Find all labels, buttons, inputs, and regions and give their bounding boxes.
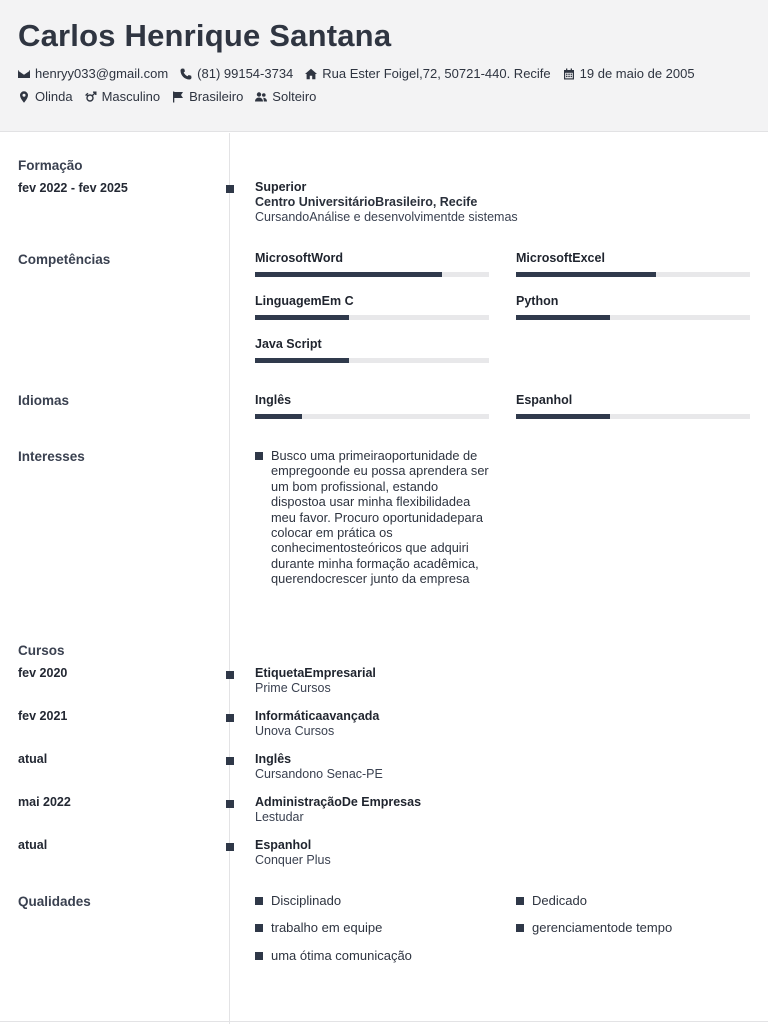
envelope-icon — [18, 68, 30, 80]
candidate-name: Carlos Henrique Santana — [18, 18, 392, 53]
quality-label: Dedicado — [532, 893, 587, 908]
curso-entry — [255, 752, 383, 782]
contact-marital-status — [255, 89, 316, 104]
contact-nationality — [172, 89, 243, 104]
birthdate-text: 19 de maio de 2005 — [579, 66, 695, 81]
gender-icon — [85, 91, 97, 103]
skill-label: MicrosoftExcel — [516, 251, 605, 265]
formacao-description: CursandoAnálise e desenvolvimentde sistemas — [255, 210, 518, 224]
curso-name: AdministraçãoDe Empresas — [255, 795, 422, 809]
curso-entry — [255, 838, 331, 868]
formacao-degree: Superior — [255, 180, 307, 194]
contact-city — [18, 89, 73, 104]
skill-track — [255, 272, 489, 277]
language-item — [255, 393, 489, 419]
skill-track — [255, 315, 489, 320]
contact-birthdate — [563, 66, 695, 81]
curso-name: Informáticaavançada — [255, 709, 380, 723]
curso-entry — [255, 795, 421, 825]
quality-item — [516, 893, 587, 908]
skill-fill — [255, 358, 349, 363]
curso-name: Espanhol — [255, 838, 312, 852]
curso-bullet — [226, 671, 234, 679]
curso-provider: Lestudar — [255, 810, 304, 824]
quality-label: uma ótima comunicação — [271, 948, 412, 963]
skill-track — [516, 272, 750, 277]
quality-bullet — [516, 897, 524, 905]
skill-item — [255, 294, 489, 320]
bottom-divider — [0, 1021, 768, 1022]
city-text: Olinda — [35, 89, 73, 104]
skill-item — [516, 294, 750, 320]
nationality-text: Brasileiro — [189, 89, 244, 104]
curso-bullet — [226, 714, 234, 722]
skill-item — [255, 251, 489, 277]
language-label: Inglês — [255, 393, 292, 407]
skill-label: MicrosoftWord — [255, 251, 343, 265]
section-title-qualidades: Qualidades — [18, 894, 91, 909]
home-icon — [305, 68, 317, 80]
skill-label: Python — [516, 294, 559, 308]
curso-date: fev 2020 — [18, 666, 68, 680]
language-fill — [516, 414, 610, 419]
formacao-bullet — [226, 185, 234, 193]
curso-name: EtiquetaEmpresarial — [255, 666, 376, 680]
interest-item — [255, 448, 490, 587]
quality-bullet — [516, 924, 524, 932]
contact-gender — [85, 89, 161, 104]
quality-label: Disciplinado — [271, 893, 342, 908]
contact-row-2 — [18, 89, 328, 104]
quality-item — [255, 920, 382, 935]
curso-entry — [255, 666, 376, 696]
quality-label: gerenciamentode tempo — [532, 920, 673, 935]
curso-date: fev 2021 — [18, 709, 68, 723]
contact-phone — [180, 66, 293, 81]
curso-provider: Prime Cursos — [255, 681, 331, 695]
contact-email — [18, 66, 168, 81]
skill-fill — [516, 315, 610, 320]
curso-provider: Cursandono Senac-PE — [255, 767, 383, 781]
skill-fill — [255, 272, 442, 277]
quality-bullet — [255, 897, 263, 905]
formacao-entry — [255, 180, 518, 225]
skill-item — [516, 251, 750, 277]
interest-text: Busco uma primeiraoportunidade de empregoonde eu possa aprendera ser um bom profissional, estando dispostoa usar minha flexibilidadea meu favor. Procuro oportunidadepara colocar em prática os conhecimentosteóricos que adquiri durante minha formação acadêmica, querendocrescer junto da empresa — [271, 448, 489, 587]
quality-item — [255, 948, 412, 963]
users-icon — [255, 91, 267, 103]
quality-bullet — [255, 924, 263, 932]
quality-item — [516, 920, 672, 935]
address-text: Rua Ester Foigel,72, 50721-440. Recife — [322, 66, 551, 81]
skill-fill — [516, 272, 656, 277]
skill-track — [516, 315, 750, 320]
curso-date: mai 2022 — [18, 795, 71, 809]
skill-label: Java Script — [255, 337, 322, 351]
map-marker-icon — [18, 91, 30, 103]
curso-bullet — [226, 843, 234, 851]
gender-text: Masculino — [101, 89, 161, 104]
quality-item — [255, 893, 341, 908]
resume-header — [0, 0, 768, 132]
skill-fill — [255, 315, 349, 320]
language-fill — [255, 414, 302, 419]
curso-entry — [255, 709, 379, 739]
section-title-idiomas: Idiomas — [18, 393, 70, 408]
language-track — [255, 414, 489, 419]
section-title-formacao: Formação — [18, 158, 83, 173]
section-title-competencias: Competências — [18, 252, 111, 267]
calendar-icon — [563, 68, 575, 80]
phone-icon — [180, 68, 192, 80]
curso-provider: Unova Cursos — [255, 724, 335, 738]
flag-icon — [172, 91, 184, 103]
skill-label: LinguagemEm C — [255, 294, 354, 308]
interest-bullet — [255, 452, 263, 460]
skill-item — [255, 337, 489, 363]
section-title-interesses: Interesses — [18, 449, 85, 464]
formacao-institution: Centro UniversitárioBrasileiro, Recife — [255, 195, 478, 209]
language-track — [516, 414, 750, 419]
language-item — [516, 393, 750, 419]
curso-date: atual — [18, 752, 48, 766]
contact-address — [305, 66, 550, 81]
quality-bullet — [255, 952, 263, 960]
curso-bullet — [226, 800, 234, 808]
email-text: henryy033@gmail.com — [35, 66, 169, 81]
section-title-cursos: Cursos — [18, 643, 65, 658]
language-label: Espanhol — [516, 393, 573, 407]
phone-text: (81) 99154-3734 — [197, 66, 294, 81]
skill-track — [255, 358, 489, 363]
contact-row-1 — [18, 66, 707, 81]
marital-status-text: Solteiro — [272, 89, 317, 104]
curso-bullet — [226, 757, 234, 765]
quality-label: trabalho em equipe — [271, 920, 383, 935]
column-divider — [229, 133, 230, 1024]
curso-provider: Conquer Plus — [255, 853, 331, 867]
curso-name: Inglês — [255, 752, 292, 766]
curso-date: atual — [18, 838, 48, 852]
formacao-date: fev 2022 - fev 2025 — [18, 181, 128, 195]
